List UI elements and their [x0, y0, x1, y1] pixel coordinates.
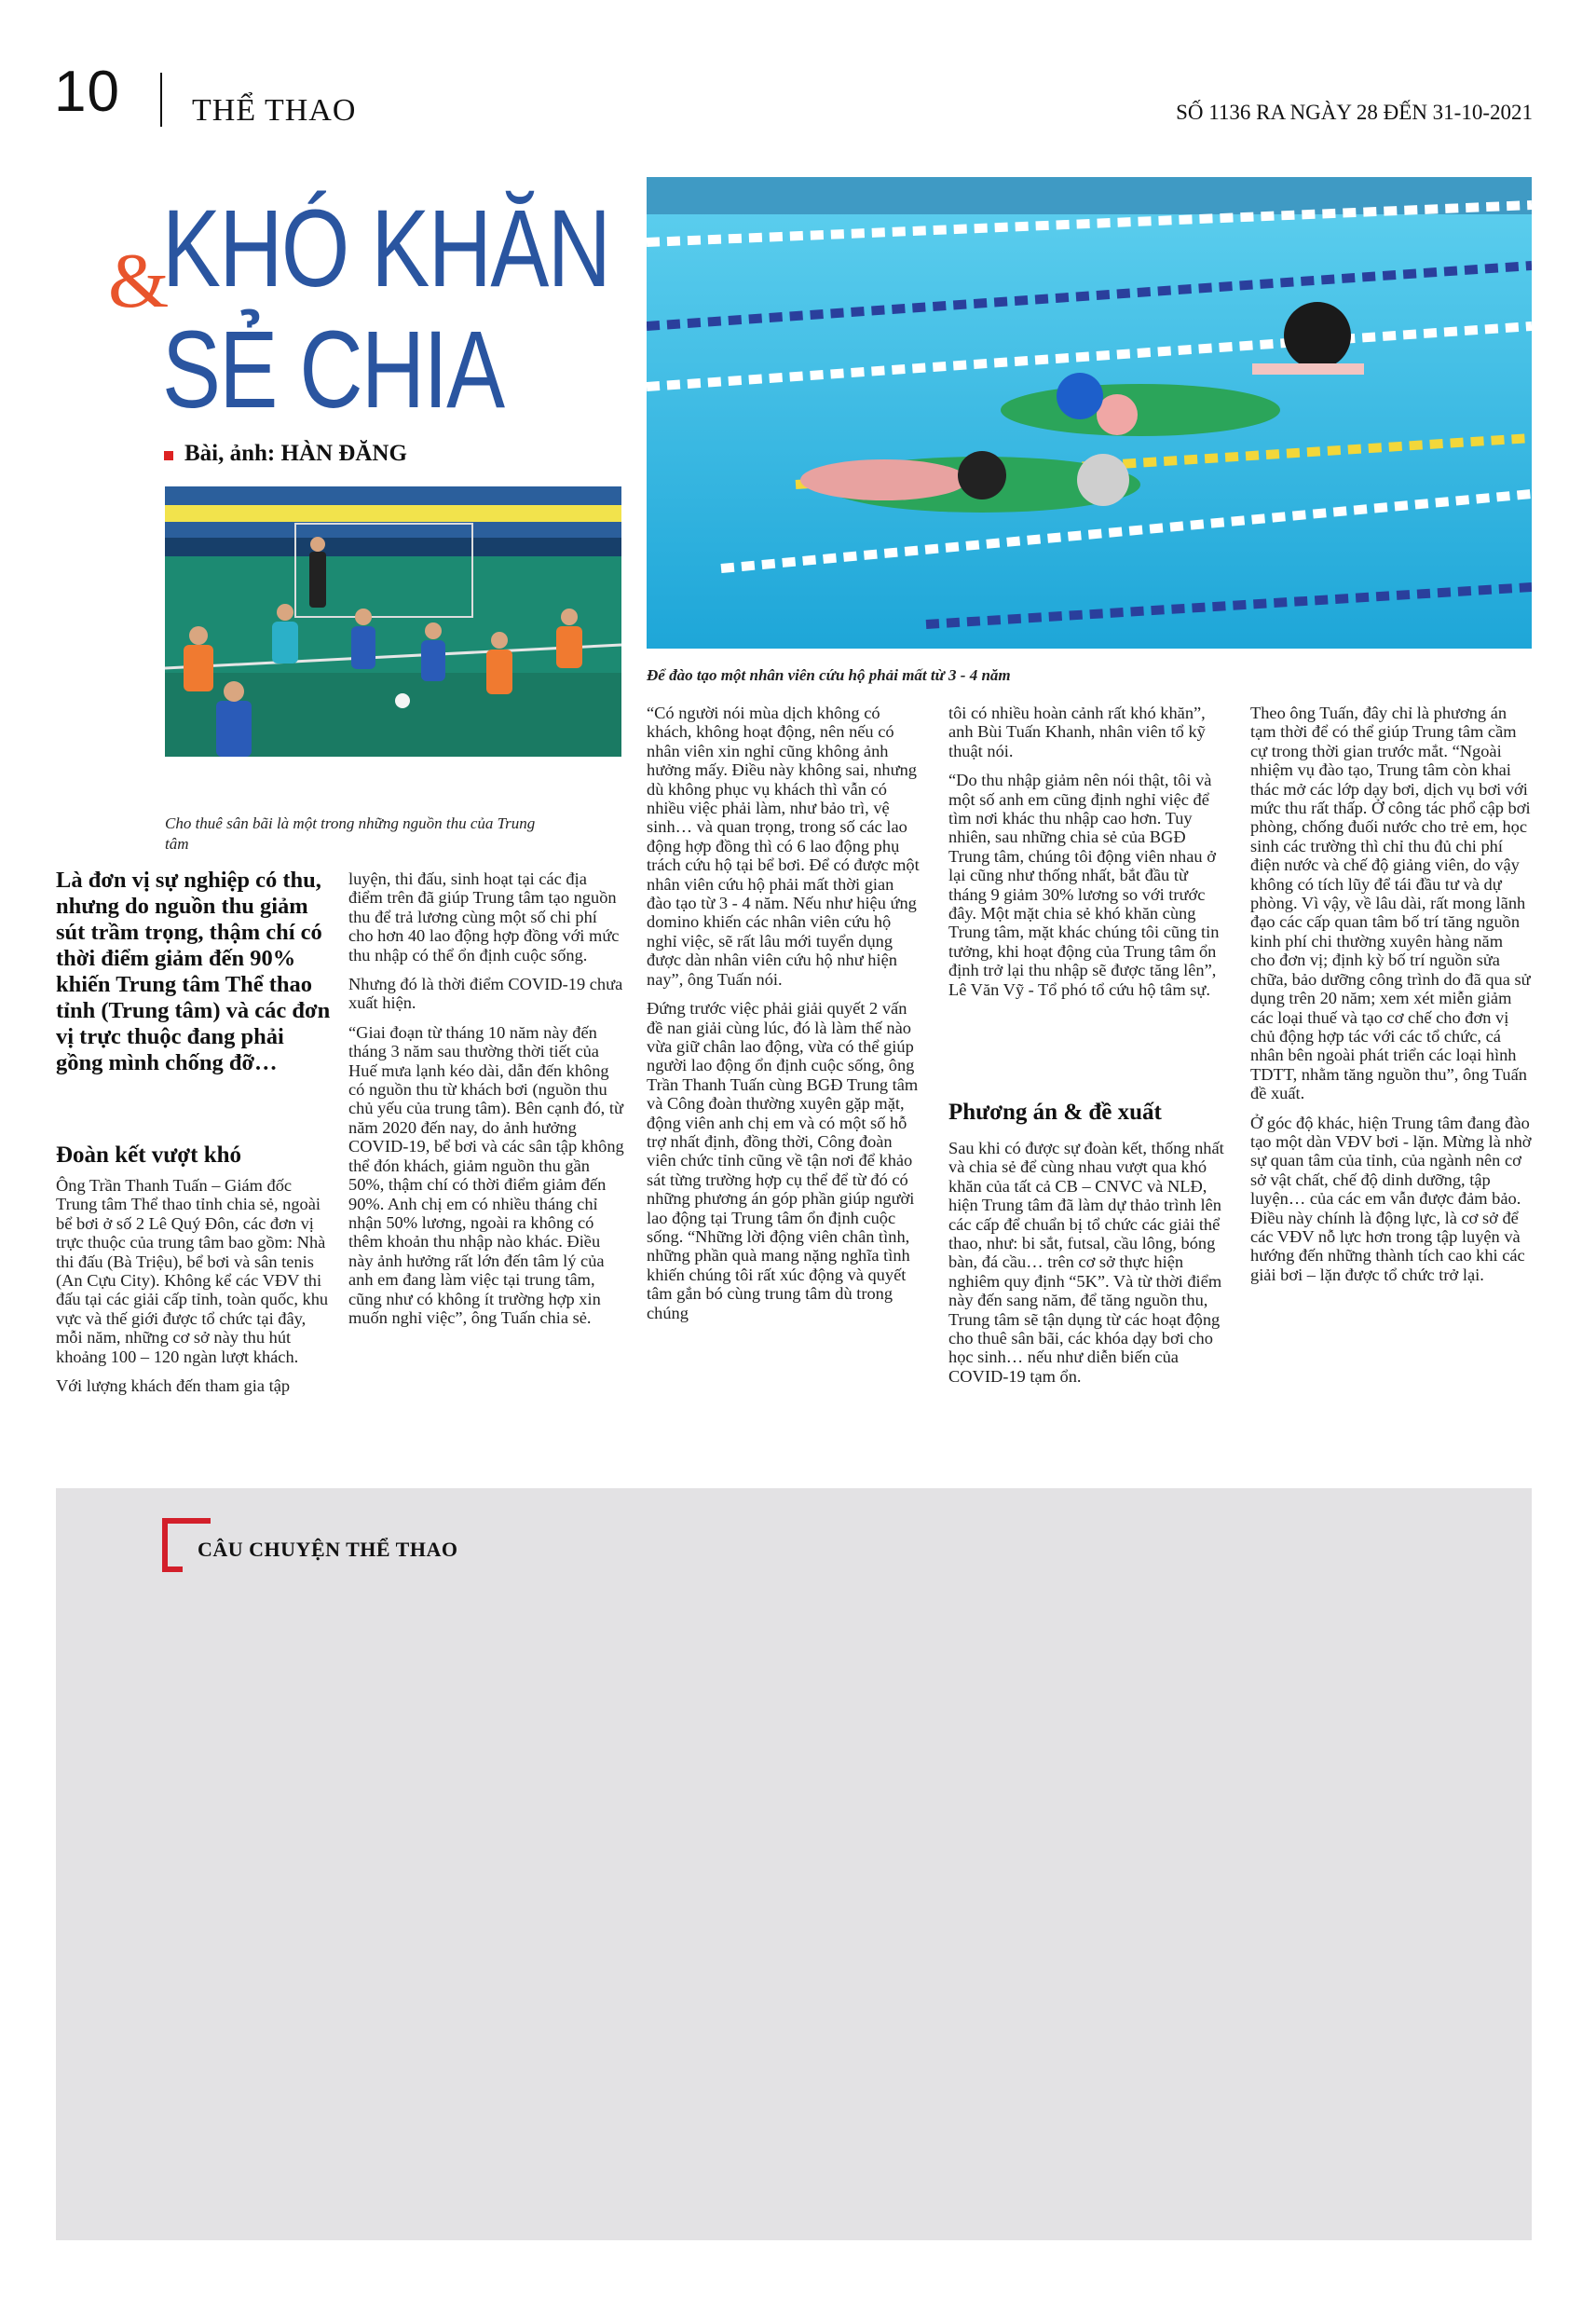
- paragraph: “Giai đoạn từ tháng 10 năm này đến tháng 3 năm sau thường thời tiết của Huế mưa lạnh kéo dài, dẫn đến không có nguồn thu từ khách bơi (nguồn thu chủ yếu của trung tâm). Bên cạnh đó, từ năm 2020 đến nay, do ảnh hưởng COVID-19, bể bơi và các sân tập không thể đón khách, giảm nguồn thu gần 50%, thậm chí có thời điểm giảm đến 90%. Anh chị em có nhiều tháng chỉ nhận 50% lương, ngoài ra không có thêm khoản thu nhập nào khác. Điều này ảnh hưởng rất lớn đến tâm lý của anh em đang làm việc tại trung tâm, cũng như có không ít trường hợp xin muốn nghỉ việc”, ông Tuấn chia sẻ.: [348, 1022, 624, 1327]
- byline: Bài, ảnh: HÀN ĐĂNG: [184, 441, 407, 466]
- column-1: [56, 1176, 332, 1405]
- paragraph: Theo ông Tuấn, đây chỉ là phương án tạm thời để có thể giúp Trung tâm cầm cự trong thời gian trước mắt. “Ngoài nhiệm vụ đào tạo, Trung tâm còn khai thác mở các lớp dạy bơi, dịch vụ bơi với mức thu rất thấp. Ở công tác phổ cập bơi phòng, chống đuối nước cho trẻ em, học sinh các trường thì chỉ thu đủ chi phí điện nước và chế độ giảng viên, do vậy không có tích lũy để tái đầu tư và dự phòng. Vì vậy, về lâu dài, rất mong lãnh đạo các cấp quan tâm bố trí tăng nguồn kinh phí chi thường xuyên hàng năm cho đơn vị; định kỳ bố trí nguồn sửa chữa, bảo dưỡng công trình do đã qua sử dụng trên 20 năm; xem xét miễn giảm các loại thuế và tạo cơ chế cho đơn vị chủ động hợp tác với các tổ chức, cá nhân bên ngoài phát triển các loại hình TDTT, nhằm tăng nguồn thu”, ông Tuấn đề xuất.: [1250, 704, 1531, 1103]
- paragraph: “Có người nói mùa dịch không có khách, không hoạt động, nên nếu có nhân viên xin nghỉ cũng không ảnh hưởng mấy. Điều này không sai, nhưng dù không phục vụ khách thì vẫn có nhiều việc phải làm, như bảo trì, vệ sinh… và quan trọng, trong số các lao động hợp đồng thì có 6 lao động phụ trách cứu hộ tại bể bơi. Để có được một nhân viên cứu hộ phải mất thời gian đào tạo từ 3 - 4 năm. Nếu như hiệu ứng domino khiến các nhân viên cứu hộ nghỉ việc, sẽ rất lâu mới tuyển dụng được dàn nhân viên cứu hộ như hiện nay”, ông Tuấn nói.: [647, 704, 920, 989]
- column-5: [1250, 704, 1532, 1294]
- paragraph: “Do thu nhập giảm nên nói thật, tôi và một số anh em cũng định nghỉ việc để tìm nơi khác thu nhập cao hơn. Tuy nhiên, sau những chia sẻ của BGĐ Trung tâm, chúng tôi động viên nhau ở lại cũng như thống nhất, bắt đầu từ tháng 9 giảm 30% lương so với trước đây. Một mặt chia sẻ khó khăn cùng Trung tâm, mặt khác chúng tôi cũng tin tưởng, khi hoạt động của Trung tâm ổn định trở lại thu nhập sẽ được tăng lên”, Lê Văn Vỹ - Tổ phó tổ cứu hộ tâm sự.: [948, 771, 1220, 999]
- bottom-feature-box: [56, 1488, 1532, 2240]
- headline-line-1: KHÓ KHĂN: [162, 187, 610, 310]
- swimming-photo-caption: Để đào tạo một nhân viên cứu hộ phải mất từ 3 - 4 năm: [647, 666, 1011, 684]
- section-mark-icon-foot: [162, 1566, 183, 1572]
- swimming-photo: [647, 177, 1532, 649]
- column-3: [647, 704, 922, 1333]
- paragraph: Với lượng khách đến tham gia tập: [56, 1376, 291, 1396]
- sports-story-heading: CÂU CHUYỆN THỂ THAO: [198, 1538, 458, 1561]
- paragraph: luyện, thi đấu, sinh hoạt tại các địa điểm trên đã giúp Trung tâm tạo nguồn thu để trả lương cùng một số chi phí cho hơn 40 lao động hợp đồng với mức thu nhập có thể ổn định cuộc sống.: [348, 869, 620, 964]
- paragraph: Đứng trước việc phải giải quyết 2 vấn đề nan giải cùng lúc, đó là làm thế nào vừa giữ chân lao động, vừa có thể giúp người lao động ổn định cuộc sống, ông Trần Thanh Tuấn cùng BGĐ Trung tâm và Công đoàn thường xuyên gặp mặt, động viên anh chị em và có một số hỗ trợ nhất định, đồng thời, Công đoàn viên chức tỉnh cũng về tận nơi để khảo sát từng trường hợp cụ thể để từ đó có những phương án góp phần giúp người lao động tại Trung tâm ổn định cuộc sống. “Những lời động viên chân tình, những phần quà mang nặng nghĩa tình khiến chúng tôi rất xúc động và quyết tâm gắn bó cùng trung tâm dù trong chúng: [647, 999, 919, 1322]
- futsal-photo-caption: Cho thuê sân bãi là một trong những nguồn thu của Trung tâm: [165, 814, 536, 853]
- paragraph: tôi có nhiều hoàn cảnh rất khó khăn”, anh Bùi Tuấn Khanh, nhân viên tổ kỹ thuật nói.: [948, 704, 1206, 760]
- futsal-photo: [165, 486, 621, 757]
- section-title: THỂ THAO: [192, 93, 357, 128]
- column-4-bottom: [948, 1139, 1224, 1396]
- column-2: [348, 869, 624, 1337]
- lead-paragraph: Là đơn vị sự nghiệp có thu, nhưng do nguồn thu giảm sút trầm trọng, thậm chí có thời điểm giảm đến 90% khiến Trung tâm Thể thao tỉnh (Trung tâm) và các đơn vị trực thuộc đang phải gồng mình chống đỡ…: [56, 868, 331, 1075]
- header-divider: [160, 73, 162, 127]
- headline-ampersand: &: [108, 238, 170, 324]
- paragraph: Ở góc độ khác, hiện Trung tâm đang đào tạo một dàn VĐV bơi - lặn. Mừng là nhờ sự quan tâm của tỉnh, của ngành nên cơ sở vật chất, chế độ dinh dưỡng, tập luyện… của các em vẫn được đảm bảo. Điều này chính là động lực, là cơ sở để các VĐV nỗ lực hơn trong tập luyện và hướng đến những thành tích cao khi các giải bơi – lặn được tổ chức trở lại.: [1250, 1113, 1532, 1284]
- issue-info: SỐ 1136 RA NGÀY 28 ĐẾN 31-10-2021: [1176, 101, 1533, 124]
- subhead-proposal: Phương án & đề xuất: [948, 1100, 1162, 1125]
- subhead-unity: Đoàn kết vượt khó: [56, 1142, 242, 1168]
- section-mark-icon-bar: [162, 1518, 168, 1572]
- byline-marker-icon: [164, 451, 173, 460]
- paragraph: Sau khi có được sự đoàn kết, thống nhất và chia sẻ để cùng nhau vượt qua khó khăn của tất cả CB – CNVC và NLĐ, hiện Trung tâm đã làm dự thảo trình lên các cấp để chuẩn bị tổ chức các giải thể thao, như: bi sắt, futsal, cầu lông, bóng bàn, đá cầu… trên cơ sở thực hiện nghiêm quy định “5K”. Và từ thời điểm này đến sang năm, để tăng nguồn thu, Trung tâm sẽ tận dụng từ các hoạt động cho thuê sân bãi, các khóa dạy bơi cho học sinh… nếu như diễn biến của COVID-19 tạm ổn.: [948, 1139, 1224, 1386]
- page-number: 10: [54, 60, 120, 124]
- column-4-top: [948, 704, 1224, 1009]
- paragraph: Nhưng đó là thời điểm COVID-19 chưa xuất hiện.: [348, 975, 623, 1013]
- headline-line-2: SẺ CHIA: [162, 308, 504, 431]
- paragraph: Ông Trần Thanh Tuấn – Giám đốc Trung tâm Thể thao tỉnh chia sẻ, ngoài bể bơi ở số 2 Lê Quý Đôn, các đơn vị trực thuộc của trung tâm bao gồm: Nhà thi đấu (Bà Triệu), bể bơi và sân tenis (An Cựu City). Không kể các VĐV thi đấu tại các giải cấp tỉnh, toàn quốc, khu vực và thế giới được tổ chức tại đây, mỗi năm, những cơ sở này thu hút khoảng 100 – 120 ngàn lượt khách.: [56, 1176, 329, 1366]
